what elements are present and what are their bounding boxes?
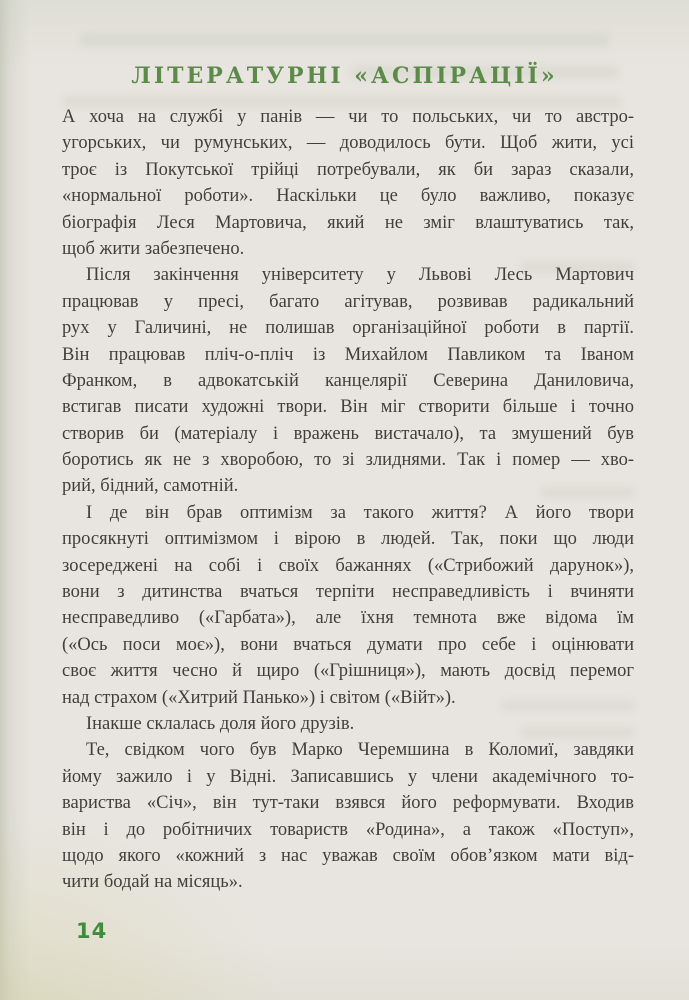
text-line: троє із Покутської трійці потребували, як би зараз сказали, (62, 159, 634, 180)
chapter-title: ЛІТЕРАТУРНІ «АСПІРАЦІЇ» (131, 63, 558, 89)
paragraph (62, 737, 634, 895)
page-number: 14 (76, 919, 108, 943)
paragraph (62, 104, 634, 262)
text-line: просякнуті оптимізмом і вірою в людей. Так, поки що люди (62, 529, 634, 550)
text-line: рух у Галичині, не полишав організаційної роботи в партії. (62, 318, 634, 339)
text-line: працював у пресі, багато агітував, розвивав радикальний (62, 291, 634, 312)
text-line: «нормальної роботи». Наскільки це було важливо, показує (62, 186, 634, 207)
paragraph (62, 711, 634, 737)
text-line: вони з дитинства вчаться терпіти несправедливість і вчиняти (62, 582, 634, 603)
text-line: над страхом («Хитрий Панько») і світом («Війт»). (62, 687, 456, 708)
text-line: він і до робітничих товариств «Родина», а також «Поступ», (62, 819, 634, 840)
text-line: вариства «Січ», він тут-таки взявся його реформувати. Входив (62, 793, 634, 814)
text-line: Інакше склалась доля його друзів. (86, 713, 355, 734)
text-line: створив би (матеріалу і вражень вистачало), та змушений був (62, 423, 634, 444)
text-line: несправедливо («Гарбата»), але їхня темнота вже відома їм (62, 608, 634, 629)
text-line: рий, бідний, самотній. (62, 476, 239, 497)
text-line: зосереджені на собі і своїх бажаннях («Стрибожий дарунок»), (62, 555, 634, 576)
text-line: чити бодай на місяць». (62, 872, 243, 893)
text-line: йому зажило і у Відні. Записавшись у члени академічного то- (62, 766, 634, 787)
text-line: боротись як не з хворобою, то зі злиднями. Так і помер — хво- (62, 450, 634, 471)
paragraph (62, 500, 634, 711)
text-line: щоб жити забезпечено. (62, 238, 245, 259)
text-line: Те, свідком чого був Марко Черемшина в Коломиї, завдяки (86, 740, 634, 761)
text-line: Франком, в адвокатській канцелярії Северина Даниловича, (62, 370, 634, 391)
bleed-through-artifact (80, 34, 610, 46)
text-line: угорських, чи румунських, — доводилось бути. Щоб жити, усі (62, 133, 634, 154)
text-line: І де він брав оптимізм за такого життя? А його твори (86, 502, 634, 523)
text-line: своє життя чесно й щиро («Грішниця»), мають досвід перемог (62, 661, 634, 682)
text-line: Після закінчення університету у Львові Лесь Мартович (86, 265, 634, 286)
text-line: А хоча на службі у панів — чи то польських, чи то австро- (62, 107, 634, 127)
text-line: Він працював пліч-о-пліч із Михайлом Павликом та Іваном (62, 344, 634, 365)
text-line: щодо якого «кожний з нас уважав своїм обов’язком мати від- (62, 845, 634, 866)
body-text (62, 104, 634, 896)
text-line: («Ось поси моє»), вони вчаться думати про себе і оцінювати (62, 634, 634, 655)
text-line: встигав писати художні твори. Він міг створити більше і точно (62, 397, 634, 418)
paragraph (62, 262, 634, 500)
text-line: біографія Леся Мартовича, який не зміг влаштуватись так, (62, 212, 634, 233)
